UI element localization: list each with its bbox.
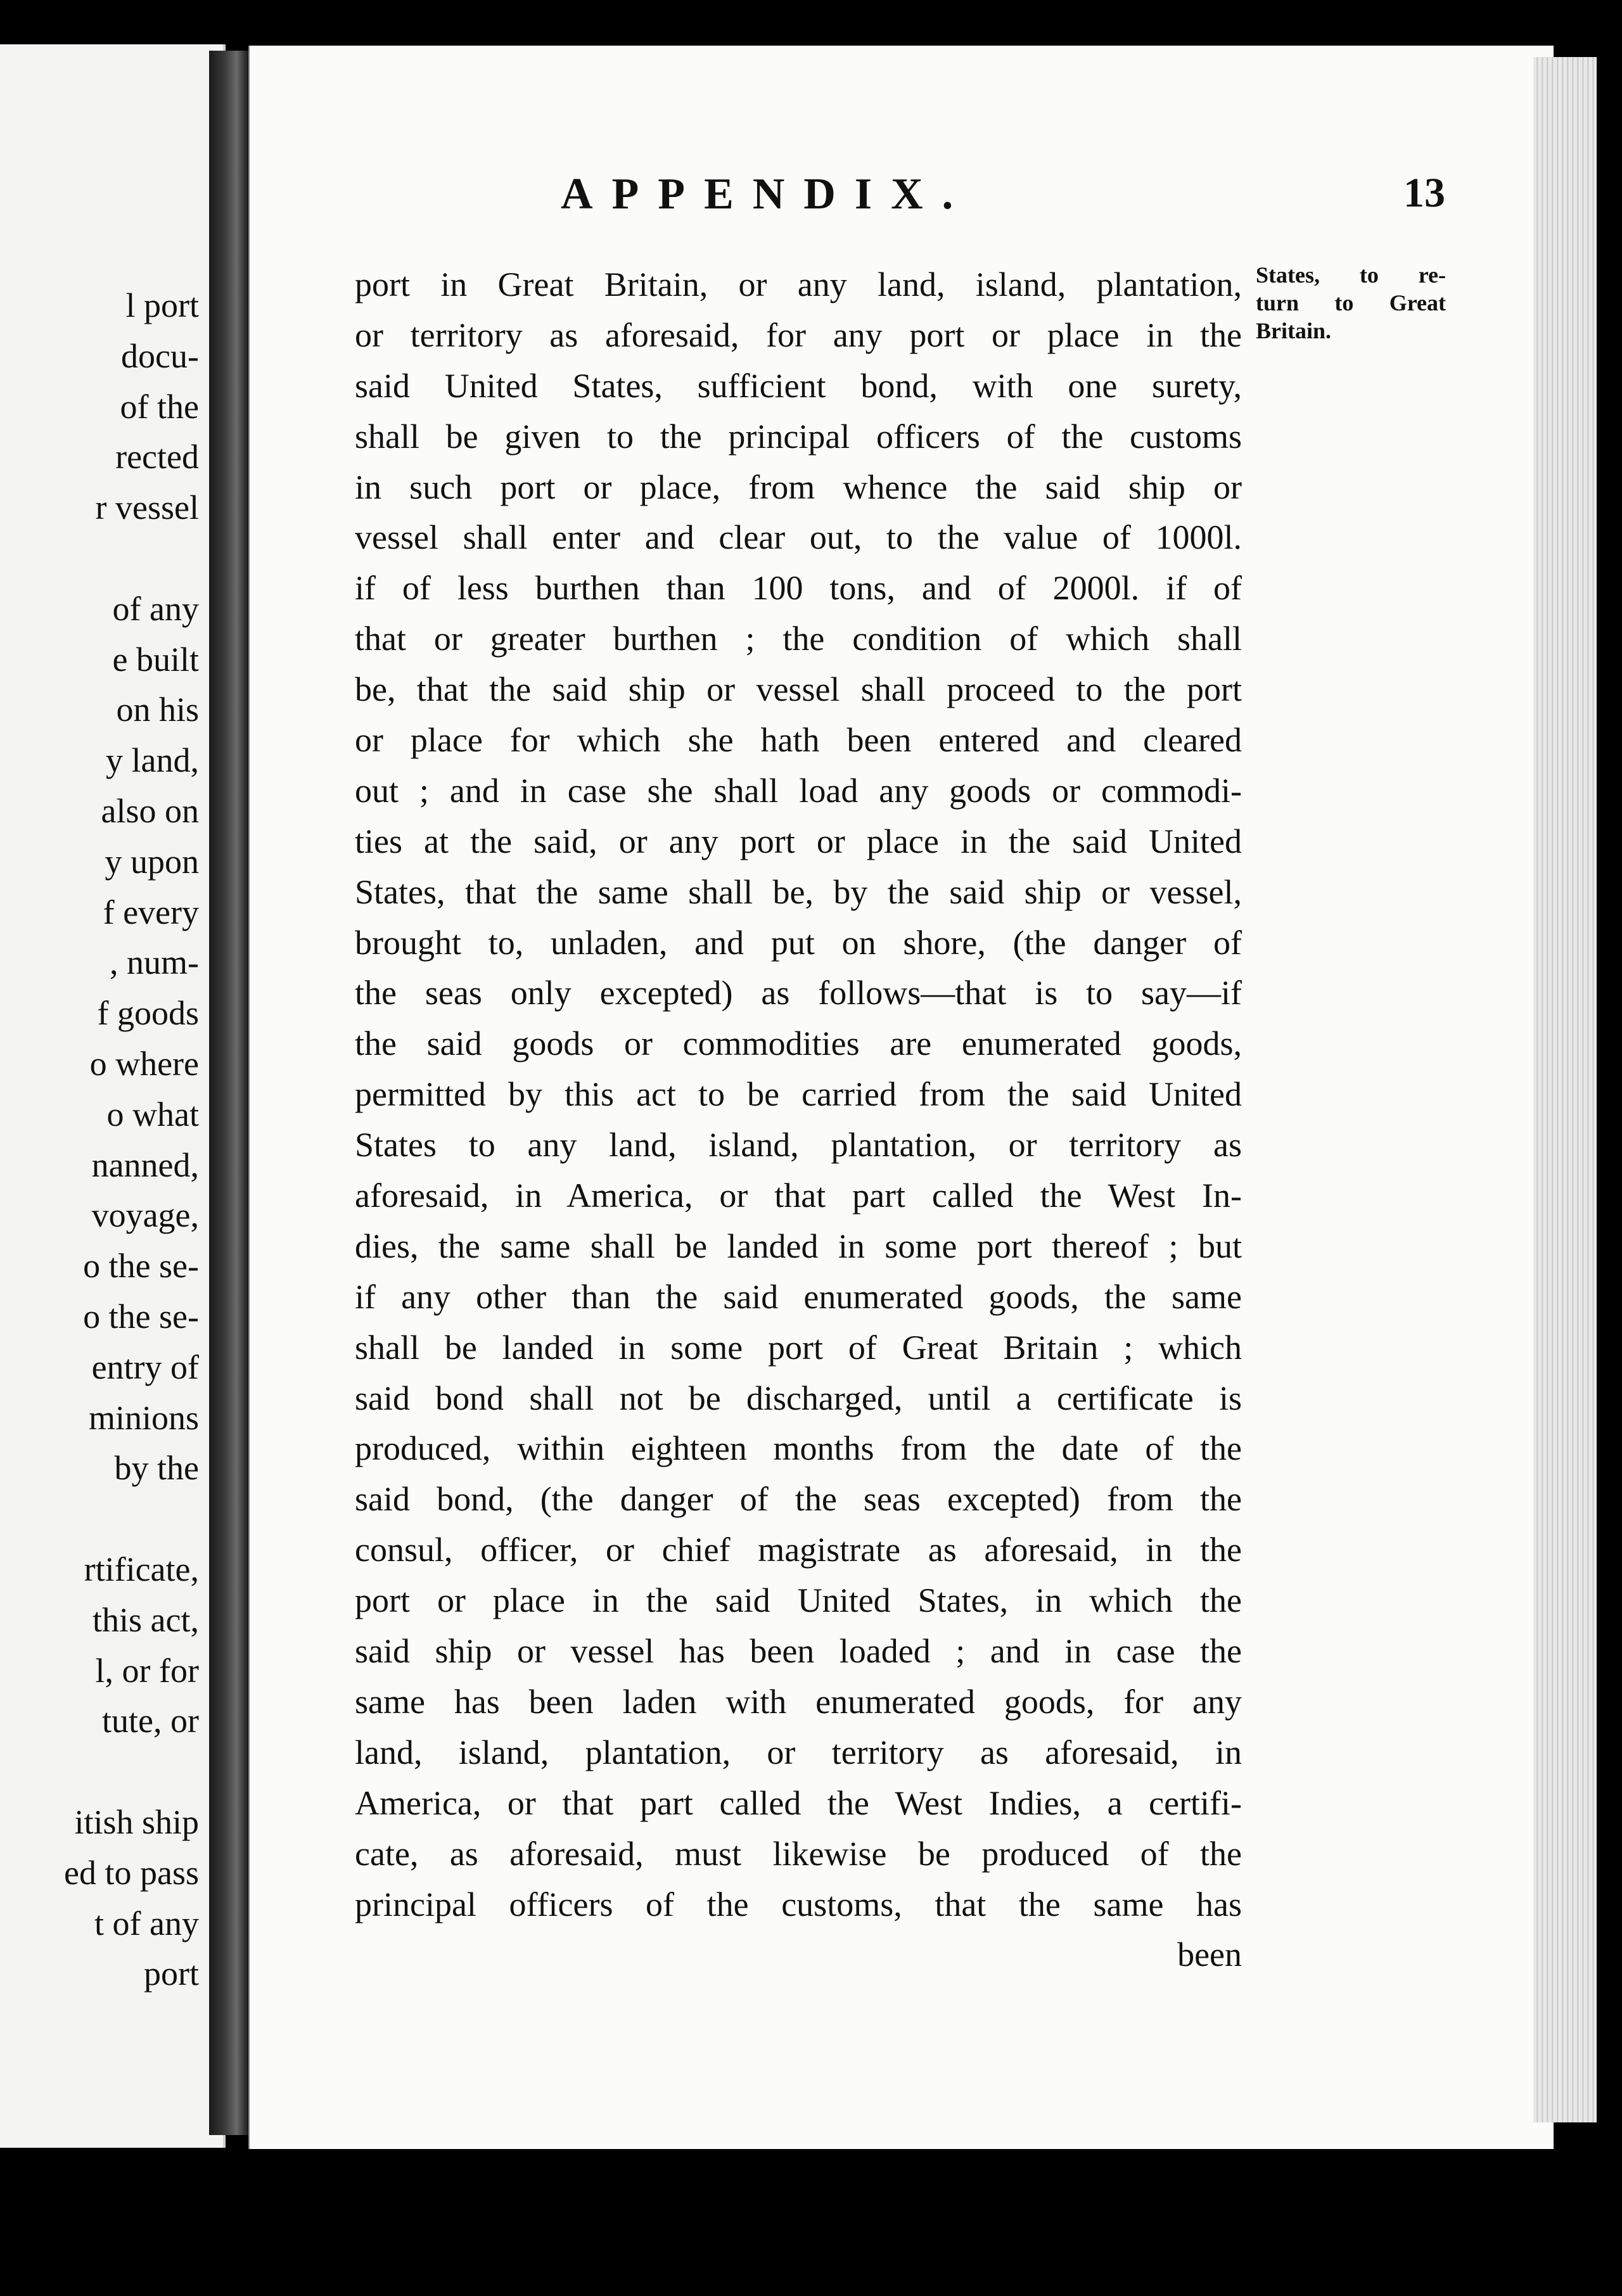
page-number: 13 <box>1403 170 1445 216</box>
left-page-fragment: by the <box>114 1449 199 1488</box>
body-text <box>355 260 1242 1980</box>
book-spine <box>209 51 248 2135</box>
text-line: vessel shall enter and clear out, to the value of 1000l. <box>355 518 1242 557</box>
text-line: produced, within eighteen months from the date of the <box>355 1429 1242 1468</box>
text-line: said bond shall not be discharged, until a certificate is <box>355 1379 1242 1417</box>
left-page-fragment: also on <box>101 792 199 830</box>
text-line: been <box>1177 1936 1242 1974</box>
text-line: aforesaid, in America, or that part called the West In- <box>355 1177 1242 1215</box>
left-page-fragment: nanned, <box>91 1145 199 1184</box>
left-page-fragment: docu- <box>121 336 199 375</box>
text-line: if of less burthen than 100 tons, and of 2000l. if of <box>355 569 1242 608</box>
text-line: principal officers of the customs, that the same has <box>355 1885 1242 1923</box>
text-line: America, or that part called the West Indies, a certifi- <box>355 1783 1242 1822</box>
text-line: cate, as aforesaid, must likewise be produced of the <box>355 1834 1242 1873</box>
left-page-fragment: rtificate, <box>84 1550 199 1588</box>
text-line: brought to, unladen, and put on shore, (the danger of <box>355 923 1242 962</box>
margin-note-line: turn to Great <box>1256 290 1446 316</box>
left-page-fragment: voyage, <box>91 1196 199 1235</box>
left-page-fragment: f every <box>103 893 199 931</box>
left-page-fragment: port <box>144 1955 199 1993</box>
page-edge <box>1533 57 1597 2122</box>
text-line: or place for which she hath been entered and cleared <box>355 721 1242 760</box>
left-page-fragment: this act, <box>93 1600 199 1639</box>
text-line: port or place in the said United States, in which the <box>355 1581 1242 1620</box>
text-line: said ship or vessel has been loaded ; and in case the <box>355 1632 1242 1671</box>
left-page-fragment: y land, <box>106 741 199 780</box>
text-line: if any other than the said enumerated goods, the same <box>355 1277 1242 1316</box>
margin-note <box>1256 261 1446 345</box>
left-page-fragment: t of any <box>94 1904 199 1942</box>
text-line: or territory as aforesaid, for any port or place in the <box>355 316 1242 354</box>
left-page-fragment: of any <box>112 589 199 628</box>
margin-note-line: Britain. <box>1256 318 1332 343</box>
left-page-fragment: entry of <box>91 1348 199 1386</box>
left-page-fragment: o where <box>89 1045 199 1083</box>
left-page-fragment: itish ship <box>74 1803 199 1841</box>
left-page-fragment: l, or for <box>95 1651 199 1690</box>
left-page-fragment: y upon <box>105 842 199 881</box>
text-line: States to any land, island, plantation, or territory as <box>355 1126 1242 1164</box>
left-page-fragment: o what <box>106 1095 199 1133</box>
text-line: that or greater burthen ; the condition of which shall <box>355 620 1242 658</box>
text-line: the seas only excepted) as follows—that is to say—if <box>355 974 1242 1012</box>
left-page-fragment: of the <box>120 387 199 426</box>
left-page-fragment: l port <box>125 286 199 324</box>
text-line: permitted by this act to be carried from the said United <box>355 1075 1242 1114</box>
running-head: APPENDIX. <box>561 170 973 219</box>
left-page-fragment: tute, or <box>102 1702 199 1740</box>
text-line: be, that the said ship or vessel shall proceed to the port <box>355 670 1242 709</box>
left-page-fragment: e built <box>112 640 199 679</box>
margin-note-line: States, to re- <box>1256 262 1446 288</box>
text-line: said United States, sufficient bond, with one surety, <box>355 366 1242 405</box>
text-line: consul, officer, or chief magistrate as aforesaid, in the <box>355 1531 1242 1569</box>
text-line: land, island, plantation, or territory as aforesaid, in <box>355 1733 1242 1771</box>
text-line: shall be given to the principal officers of the customs <box>355 417 1242 456</box>
text-line: said bond, (the danger of the seas excepted) from the <box>355 1480 1242 1519</box>
left-page-fragment: ed to pass <box>64 1853 199 1892</box>
left-page-fragment: on his <box>116 691 199 729</box>
text-line: ties at the said, or any port or place in the said United <box>355 822 1242 860</box>
left-page-fragment: f goods <box>97 994 199 1033</box>
text-line: out ; and in case she shall load any goods or commodi- <box>355 771 1242 810</box>
left-page-fragment: rected <box>115 438 199 476</box>
text-line: in such port or place, from whence the said ship or <box>355 468 1242 506</box>
left-page-fragment: o the se- <box>83 1247 199 1285</box>
left-page <box>0 44 226 2148</box>
left-page-fragment: r vessel <box>95 488 199 527</box>
left-page-fragment: minions <box>88 1398 199 1437</box>
text-line: same has been laden with enumerated goods, for any <box>355 1682 1242 1721</box>
text-line: port in Great Britain, or any land, island, plantation, <box>355 265 1242 303</box>
left-page-fragment: o the se- <box>83 1298 199 1336</box>
text-line: shall be landed in some port of Great Britain ; which <box>355 1328 1242 1367</box>
text-line: States, that the same shall be, by the said ship or vessel, <box>355 872 1242 911</box>
text-line: dies, the same shall be landed in some port thereof ; but <box>355 1227 1242 1265</box>
text-line: the said goods or commodities are enumerated goods, <box>355 1024 1242 1063</box>
left-page-fragment: , num- <box>110 943 199 982</box>
